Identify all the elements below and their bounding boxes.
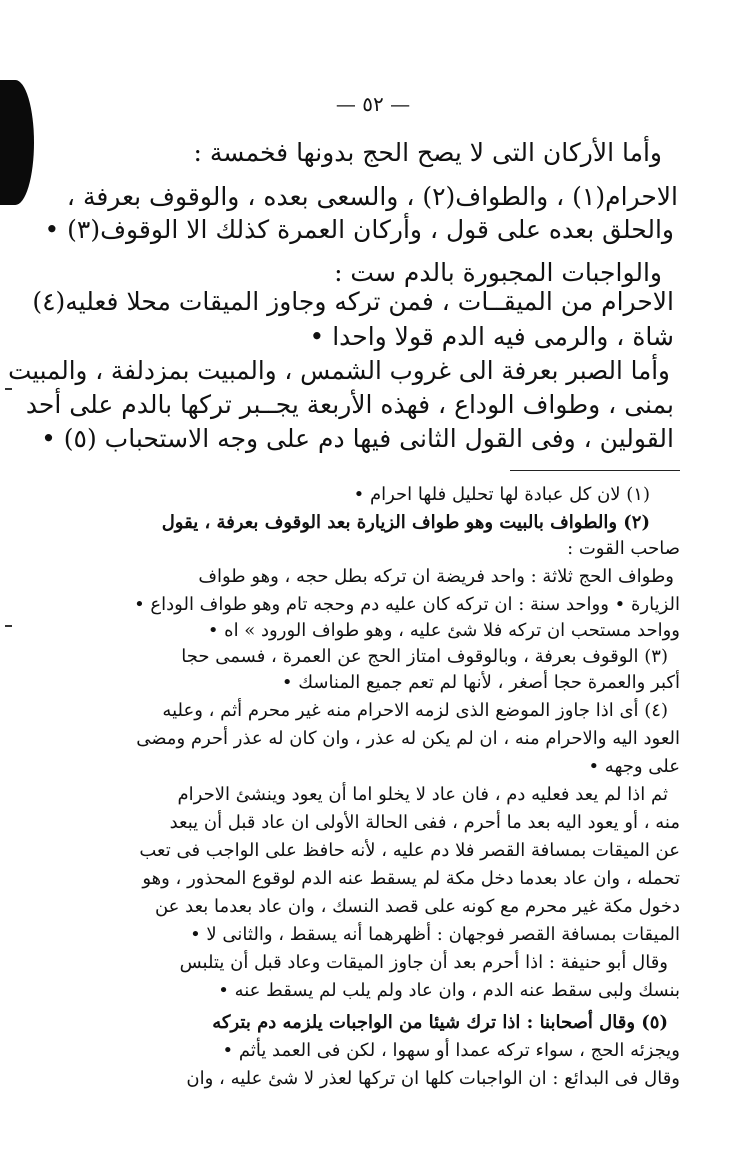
main-text-line: الاحرام من الميقــات ، فمن تركه وجاوز الميقات محلا فعليه(٤)	[32, 287, 674, 316]
footnote-line: (٢) والطواف بالبيت وهو طواف الزيارة بعد الوقوف بعرفة ، يقول	[161, 512, 650, 533]
footnote-line: أكبر والعمرة حجا أصغر ، لأنها لم تعم جميع المناسك •	[281, 672, 680, 693]
page-number: — ٥٢ —	[335, 92, 411, 116]
footnote-line: منه ، أو يعود اليه بعد ما أحرم ، ففى الحالة الأولى ان عاد قبل أن يبعد	[169, 812, 680, 833]
main-text-line: وأما الأركان التى لا يصح الحج بدونها فخمسة :	[193, 138, 662, 167]
footnote-line: (٣) الوقوف بعرفة ، وبالوقوف امتاز الحج عن العمرة ، فسمى حجا	[181, 646, 668, 667]
main-text-line: القولين ، وفى القول الثانى فيها دم على وجه الاستحباب (٥) •	[41, 424, 674, 453]
footnote-line: (١) لان كل عبادة لها تحليل فلها احرام •	[353, 484, 650, 505]
main-text-line: الاحرام(١) ، والطواف(٢) ، والسعى بعده ، والوقوف بعرفة ،	[66, 182, 678, 211]
footnote-separator	[510, 470, 680, 471]
footnote-line: وطواف الحج ثلاثة : واحد فريضة ان تركه بطل حجه ، وهو طواف	[198, 566, 674, 587]
footnote-line: عن الميقات بمسافة القصر فلا دم عليه ، لأنه حافظ على الواجب فى تعب	[139, 840, 680, 861]
main-text-line: والواجبات المجبورة بالدم ست :	[334, 258, 662, 287]
main-text-line: وأما الصبر بعرفة الى غروب الشمس ، والمبيت بمزدلفة ، والمبيت	[8, 356, 670, 385]
footnote-line: وواحد مستحب ان تركه فلا شئ عليه ، وهو طواف الورود » اه •	[207, 620, 680, 641]
footnote-line: تحمله ، وان عاد بعدما دخل مكة لم يسقط عنه الدم لوقوع المحذور ، وهو	[142, 868, 680, 889]
footnote-line: ويجزئه الحج ، سواء تركه عمدا أو سهوا ، لكن فى العمد يأثم •	[222, 1040, 680, 1061]
footnote-line: (٥) وقال أصحابنا : اذا ترك شيئا من الواجبات يلزمه دم بتركه	[212, 1012, 668, 1033]
footnote-line: الزيارة • وواحد سنة : ان تركه كان عليه دم وحجه تام وهو طواف الوداع •	[134, 594, 680, 615]
main-text-line: شاة ، والرمى فيه الدم قولا واحدا •	[309, 322, 674, 351]
footnote-line: وقال أبو حنيفة : اذا أحرم بعد أن جاوز الميقات وعاد قبل أن يتلبس	[179, 952, 668, 973]
footnote-line: وقال فى البدائع : ان الواجبات كلها ان تركها لعذر لا شئ عليه ، وان	[186, 1068, 680, 1089]
main-text-line: بمنى ، وطواف الوداع ، فهذه الأربعة يجــبر تركها بالدم على أحد	[25, 390, 674, 419]
footnote-line: بنسك ولبى سقط عنه الدم ، وان عاد ولم يلب لم يسقط عنه •	[218, 980, 680, 1001]
footnote-line: الميقات بمسافة القصر فوجهان : أظهرهما أنه يسقط ، والثانى لا •	[190, 924, 680, 945]
footnote-line: على وجهه •	[588, 756, 680, 777]
main-text-line: والحلق بعده على قول ، وأركان العمرة كذلك الا الوقوف(٣) •	[44, 215, 674, 244]
footnote-line: صاحب القوت :	[567, 538, 680, 559]
footnote-line: ثم اذا لم يعد فعليه دم ، فان عاد لا يخلو اما أن يعود وينشئ الاحرام	[177, 784, 668, 805]
footnote-line: العود اليه والاحرام منه ، ان لم يكن له عذر ، وان كان له عذر أحرم ومضى	[136, 728, 680, 749]
footnote-line: دخول مكة غير محرم مع كونه على قصد النسك ، وان عاد بعدما بعد عن	[154, 896, 680, 917]
footnote-line: (٤) أى اذا جاوز الموضع الذى لزمه الاحرام منه غير محرم أثم ، وعليه	[162, 700, 668, 721]
